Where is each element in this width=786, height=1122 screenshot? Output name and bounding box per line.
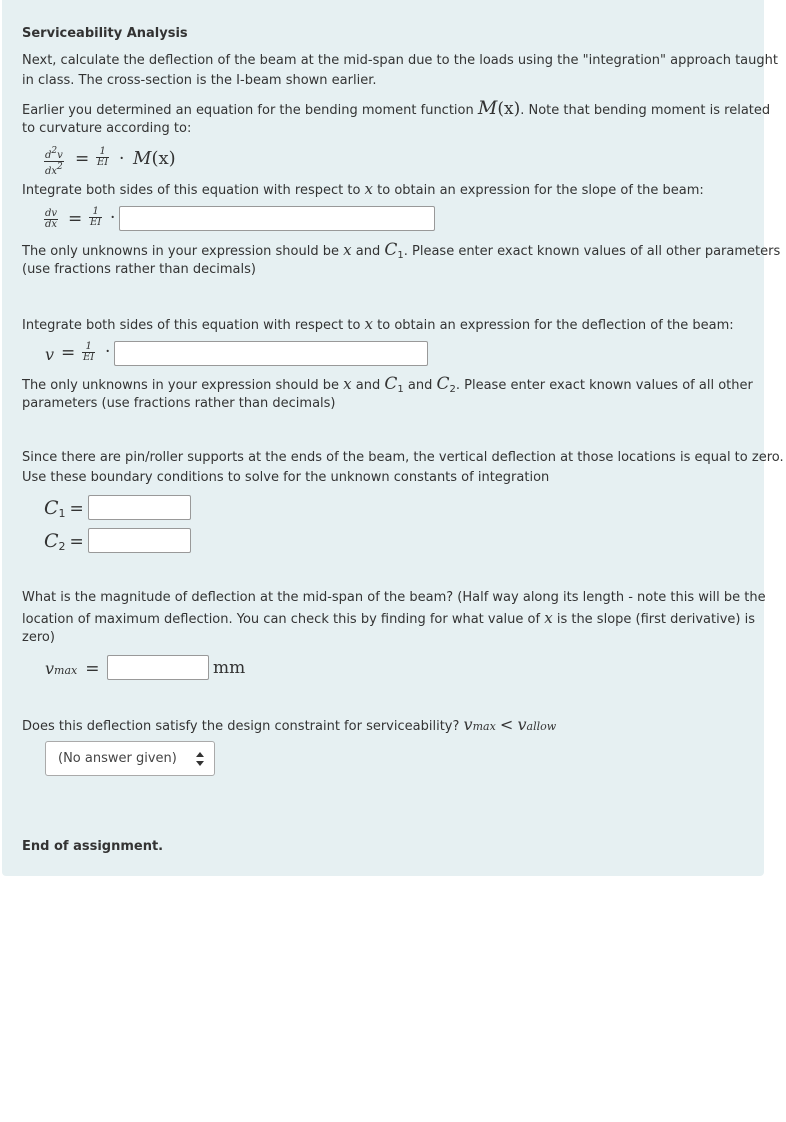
curvature-equals: = — [75, 149, 90, 169]
design-question: Does this deflection satisfy the design constraint for serviceability? vmax < vallow — [22, 715, 557, 734]
c2-input[interactable] — [88, 528, 191, 553]
slope-note-line2: (use fractions rather than decimals) — [22, 262, 256, 277]
deflection-equals: = — [61, 343, 76, 363]
slope-instruction: Integrate both sides of this equation with respect to x to obtain an expression for the slope of the beam: — [22, 180, 704, 198]
slope-dot: · — [110, 208, 116, 228]
vmax-unit: mm — [213, 658, 246, 678]
curvature-moment: M(x) — [133, 148, 176, 169]
boundary-text-line2: Use these boundary conditions to solve for the unknown constants of integration — [22, 470, 550, 485]
maxdef-text-line1: What is the magnitude of deflection at the mid-span of the beam? (Half way along its length - note this will be the — [22, 590, 766, 605]
moment-text-line2: to curvature according to: — [22, 121, 192, 136]
deflection-dot: · — [105, 342, 111, 362]
end-of-assignment: End of assignment. — [22, 839, 164, 854]
curvature-rhs-fraction: $\frac{1}{EI}$ — [97, 146, 109, 168]
design-answer-selected: (No answer given) — [58, 751, 177, 766]
vmax-label: vmax = — [45, 659, 100, 679]
deflection-input[interactable] — [114, 341, 428, 366]
slope-note-line1: The only unknowns in your expression should be x and $C_1$. Please enter exact known values of all other parameters — [22, 240, 781, 261]
deflection-v: v — [45, 345, 55, 364]
curvature-dot: · — [119, 149, 125, 169]
intro-text-line1: Next, calculate the deflection of the beam at the mid-span due to the loads using the "integration" approach taught — [22, 53, 778, 68]
select-updown-icon — [196, 751, 204, 767]
curvature-lhs-fraction: $\frac{d^2v}{dx^2}$ — [45, 146, 63, 177]
maxdef-text-line3: zero) — [22, 630, 55, 645]
slope-rhs-fraction: $\frac{1}{EI}$ — [90, 206, 102, 228]
c1-label: $C_1$ = — [44, 497, 84, 520]
deflection-note-line1: The only unknowns in your expression should be x and $C_1$ and $C_2$. Please enter exact known values of all other — [22, 374, 753, 395]
maxdef-text-line2: location of maximum deflection. You can check this by finding for what value of x is the slope (first derivative) is — [22, 609, 755, 627]
deflection-rhs-fraction: $\frac{1}{EI}$ — [83, 341, 95, 363]
intro-text-line2: in class. The cross-section is the I-beam shown earlier. — [22, 73, 377, 88]
deflection-note-line2: parameters (use fractions rather than decimals) — [22, 396, 336, 411]
moment-text-line1: Earlier you determined an equation for the bending moment function M(x). Note that bending moment is related — [22, 97, 771, 119]
vmax-input[interactable] — [107, 655, 209, 680]
slope-lhs-fraction: $\frac{dv}{dx}$ — [45, 208, 58, 230]
deflection-instruction: Integrate both sides of this equation with respect to x to obtain an expression for the deflection of the beam: — [22, 315, 734, 333]
slope-input[interactable] — [119, 206, 435, 231]
slope-equals: = — [68, 209, 83, 229]
c1-input[interactable] — [88, 495, 191, 520]
boundary-text-line1: Since there are pin/roller supports at the ends of the beam, the vertical deflection at those locations is equal to zero. — [22, 450, 784, 465]
design-answer-select[interactable] — [45, 741, 215, 776]
c2-label: $C_2$ = — [44, 530, 84, 553]
section-title: Serviceability Analysis — [22, 26, 188, 41]
